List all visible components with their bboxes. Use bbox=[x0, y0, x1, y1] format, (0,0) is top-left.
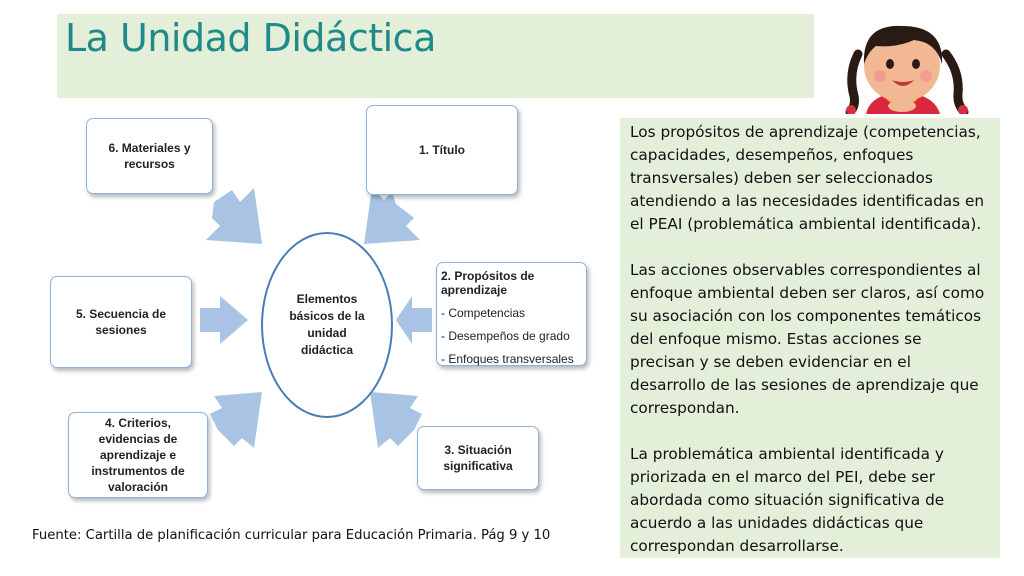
explanation-paragraph: Las acciones observables correspondientes al enfoque ambiental deben ser claros, así como su asociación con los componentes temáticos del enfoque mismo. Estas acciones se precisan y se deben evidenciar en el desarrollo de las sesiones de aprendizaje que correspondan. bbox=[630, 261, 985, 417]
propositos-list bbox=[441, 306, 586, 366]
box-criterios: 4. Criterios, evidencias de aprendizaje e instrumentos de valoración bbox=[68, 412, 208, 498]
explanation-panel bbox=[620, 118, 1000, 558]
page-title: La Unidad Didáctica bbox=[65, 16, 436, 60]
propositos-heading: 2. Propósitos de aprendizaje bbox=[441, 269, 535, 297]
box-titulo: 1. Título bbox=[366, 105, 518, 195]
propositos-item: - Desempeños de grado bbox=[441, 329, 570, 343]
arrow-from-criterios bbox=[210, 392, 262, 448]
propositos-item: - Enfoques transversales bbox=[441, 352, 574, 366]
girl-illustration bbox=[818, 14, 1000, 114]
box-propositos bbox=[436, 262, 587, 366]
box-materiales: 6. Materiales y recursos bbox=[86, 118, 213, 194]
center-ellipse: Elementos básicos de la unidad didáctica bbox=[261, 232, 393, 418]
explanation-paragraph: Los propósitos de aprendizaje (competencias, capacidades, desempeños, enfoques transversales) deben ser seleccionados atendiendo a las necesidades identificadas en el PEAI (problemática ambiental identificada). bbox=[630, 123, 985, 233]
arrow-from-materiales bbox=[206, 188, 262, 244]
box-secuencia: 5. Secuencia de sesiones bbox=[50, 276, 192, 368]
explanation-paragraph: La problemática ambiental identificada y priorizada en el marco del PEI, debe ser abordada como situación significativa de acuerdo a las unidades didácticas que correspondan desarrollarse. bbox=[630, 445, 945, 555]
propositos-item: - Competencias bbox=[441, 306, 526, 320]
box-situacion: 3. Situación significativa bbox=[417, 426, 539, 490]
arrow-from-secuencia bbox=[200, 296, 248, 344]
title-banner bbox=[57, 14, 814, 98]
source-citation: Fuente: Cartilla de planificación curricular para Educación Primaria. Pág 9 y 10 bbox=[32, 528, 551, 543]
arrow-from-propositos bbox=[396, 296, 432, 344]
arrow-from-titulo bbox=[364, 188, 420, 244]
arrow-from-situacion bbox=[370, 392, 422, 448]
